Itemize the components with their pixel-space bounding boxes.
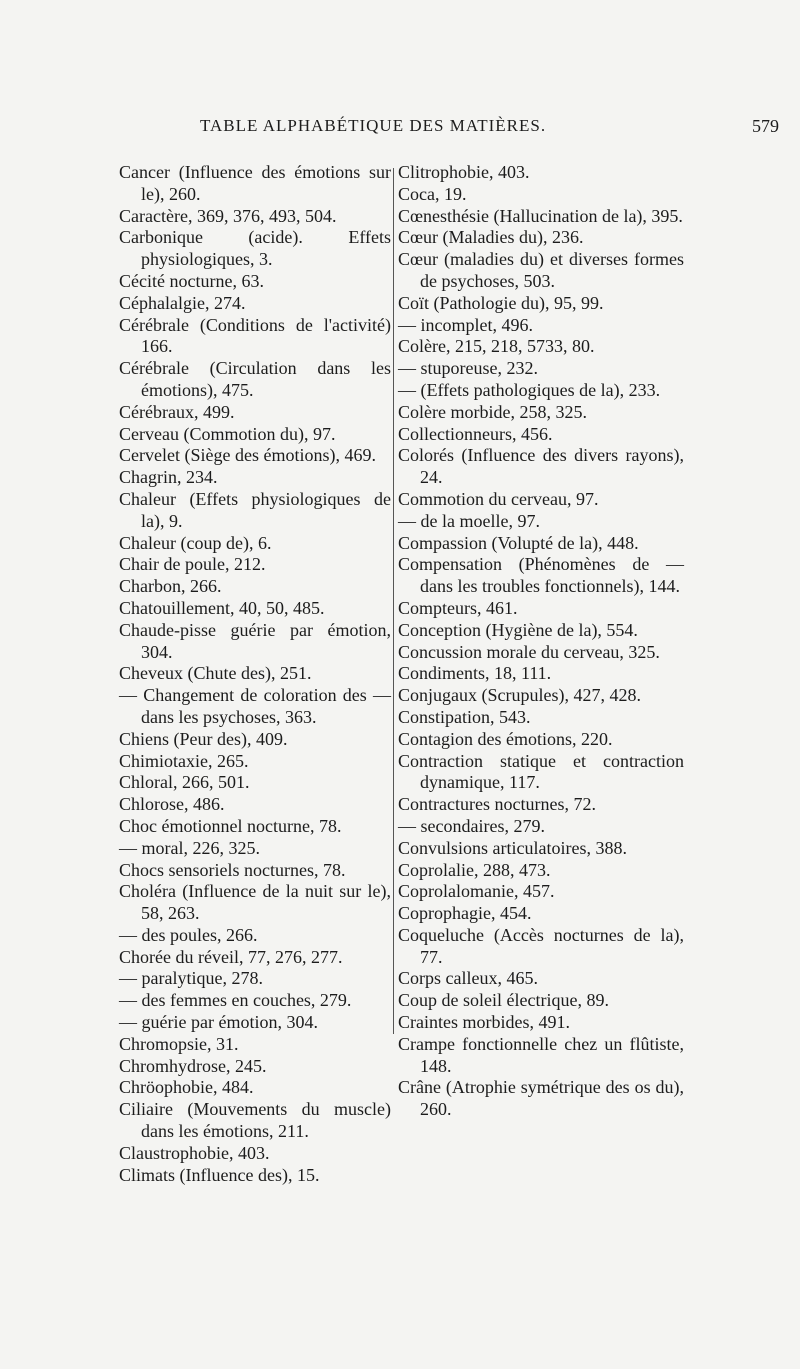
index-column-right bbox=[398, 162, 684, 1121]
index-entry: — paralytique, 278. bbox=[119, 968, 263, 989]
index-entry: Coca, 19. bbox=[398, 183, 467, 204]
index-entry: Coït (Pathologie du), 95, 99. bbox=[398, 292, 604, 313]
index-entry: — secondaires, 279. bbox=[398, 815, 545, 836]
index-entry: Clitrophobie, 403. bbox=[398, 162, 530, 182]
index-entry: Coup de soleil électrique, 89. bbox=[398, 990, 609, 1011]
index-entry: Collectionneurs, 456. bbox=[398, 423, 553, 444]
index-entry: Compensation (Phénomènes de — dans les troubles fonctionnels), 144. bbox=[398, 554, 684, 597]
index-entry: Claustrophobie, 403. bbox=[119, 1142, 270, 1163]
index-entry: Caractère, 369, 376, 493, 504. bbox=[119, 205, 337, 226]
index-entry: Cécité nocturne, 63. bbox=[119, 270, 264, 291]
index-entry: — Changement de coloration des — dans les psychoses, 363. bbox=[119, 685, 391, 727]
index-entry: Coprolalomanie, 457. bbox=[398, 881, 555, 902]
index-entry: Coqueluche (Accès nocturnes de la), 77. bbox=[398, 924, 684, 967]
index-entry: Colorés (Influence des divers rayons), 24. bbox=[398, 445, 684, 488]
index-entry: — de la moelle, 97. bbox=[398, 510, 540, 531]
index-entry: Cœur (maladies du) et diverses formes de psychoses, 503. bbox=[398, 249, 684, 291]
index-entry: — incomplet, 496. bbox=[398, 314, 533, 335]
index-entry: Chloral, 266, 501. bbox=[119, 772, 250, 793]
index-entry: Compteurs, 461. bbox=[398, 597, 518, 618]
running-title: TABLE ALPHABÉTIQUE DES MATIÈRES. bbox=[200, 116, 547, 135]
index-entry: Chair de poule, 212. bbox=[119, 554, 266, 575]
index-entry: Compassion (Volupté de la), 448. bbox=[398, 532, 639, 553]
index-entry: Chaleur (coup de), 6. bbox=[119, 532, 272, 553]
index-entry: Concussion morale du cerveau, 325. bbox=[398, 641, 660, 662]
index-entry: Chiens (Peur des), 409. bbox=[119, 728, 288, 749]
index-entry: Carbonique (acide). Effets physiologiques, 3. bbox=[119, 227, 391, 270]
index-entry: Cérébrale (Conditions de l'activité) 166. bbox=[119, 314, 391, 357]
index-entry: Crâne (Atrophie symétrique des os du), 260. bbox=[398, 1077, 684, 1120]
index-entry: Corps calleux, 465. bbox=[398, 968, 538, 989]
index-entry: Conjugaux (Scrupules), 427, 428. bbox=[398, 685, 641, 706]
index-entry: Cerveau (Commotion du), 97. bbox=[119, 423, 336, 444]
index-entry: Climats (Influence des), 15. bbox=[119, 1164, 320, 1185]
index-entry: Cérébrale (Circulation dans les émotions), 475. bbox=[119, 358, 391, 400]
page-header bbox=[0, 116, 800, 146]
column-divider bbox=[393, 168, 394, 1034]
index-entry: Chromhydrose, 245. bbox=[119, 1055, 267, 1076]
index-entry: Chröophobie, 484. bbox=[119, 1077, 254, 1098]
index-entry: — moral, 226, 325. bbox=[119, 837, 260, 858]
index-entry: Contraction statique et contraction dynamique, 117. bbox=[398, 750, 684, 793]
index-entry: Craintes morbides, 491. bbox=[398, 1012, 570, 1033]
index-entry: Contagion des émotions, 220. bbox=[398, 728, 613, 749]
index-entry: Charbon, 266. bbox=[119, 576, 222, 597]
index-entry: Chaude-pisse guérie par émotion, 304. bbox=[119, 619, 391, 662]
index-entry: Constipation, 543. bbox=[398, 706, 531, 727]
index-entry: Coprolalie, 288, 473. bbox=[398, 859, 551, 880]
index-entry: Colère morbide, 258, 325. bbox=[398, 401, 587, 422]
index-entry: Choc émotionnel nocturne, 78. bbox=[119, 815, 342, 836]
index-entry: Céphalalgie, 274. bbox=[119, 292, 246, 313]
index-entry: Chimiotaxie, 265. bbox=[119, 750, 249, 771]
index-entry: — stuporeuse, 232. bbox=[398, 358, 538, 379]
index-entry: Conception (Hygiène de la), 554. bbox=[398, 619, 638, 640]
index-entry: Crampe fonctionnelle chez un flûtiste, 148. bbox=[398, 1033, 684, 1076]
index-entry: — des poules, 266. bbox=[119, 924, 258, 945]
index-entry: Chlorose, 486. bbox=[119, 794, 225, 815]
index-entry: Cervelet (Siège des émotions), 469. bbox=[119, 445, 376, 466]
index-entry: — guérie par émotion, 304. bbox=[119, 1012, 318, 1033]
index-entry: Commotion du cerveau, 97. bbox=[398, 488, 599, 509]
index-column-left bbox=[119, 162, 391, 1186]
index-entry: — des femmes en couches, 279. bbox=[119, 990, 352, 1011]
index-entry: Cérébraux, 499. bbox=[119, 401, 235, 422]
index-entry: Convulsions articulatoires, 388. bbox=[398, 837, 627, 858]
index-entry: Cœnesthésie (Hallucination de la), 395. bbox=[398, 205, 683, 226]
index-entry: Cheveux (Chute des), 251. bbox=[119, 663, 312, 684]
page-number: 579 bbox=[752, 116, 779, 136]
index-entry: Chatouillement, 40, 50, 485. bbox=[119, 597, 325, 618]
index-entry: Chorée du réveil, 77, 276, 277. bbox=[119, 946, 343, 967]
index-entry: Ciliaire (Mouvements du muscle) dans les émotions, 211. bbox=[119, 1099, 391, 1142]
index-entry: Contractures nocturnes, 72. bbox=[398, 794, 596, 815]
index-entry: Chocs sensoriels nocturnes, 78. bbox=[119, 859, 346, 880]
index-entry: Chromopsie, 31. bbox=[119, 1033, 239, 1054]
index-entry: Coprophagie, 454. bbox=[398, 903, 532, 924]
index-entry: Chagrin, 234. bbox=[119, 467, 218, 488]
index-entry: Cœur (Maladies du), 236. bbox=[398, 227, 584, 248]
index-entry: Choléra (Influence de la nuit sur le), 58, 263. bbox=[119, 881, 391, 924]
index-entry: Chaleur (Effets physiologiques de la), 9. bbox=[119, 488, 391, 531]
index-entry: Condiments, 18, 111. bbox=[398, 663, 552, 684]
index-entry: — (Effets pathologiques de la), 233. bbox=[398, 379, 661, 400]
index-entry: Colère, 215, 218, 5733, 80. bbox=[398, 336, 595, 357]
index-entry: Cancer (Influence des émotions sur le), 260. bbox=[119, 162, 391, 204]
